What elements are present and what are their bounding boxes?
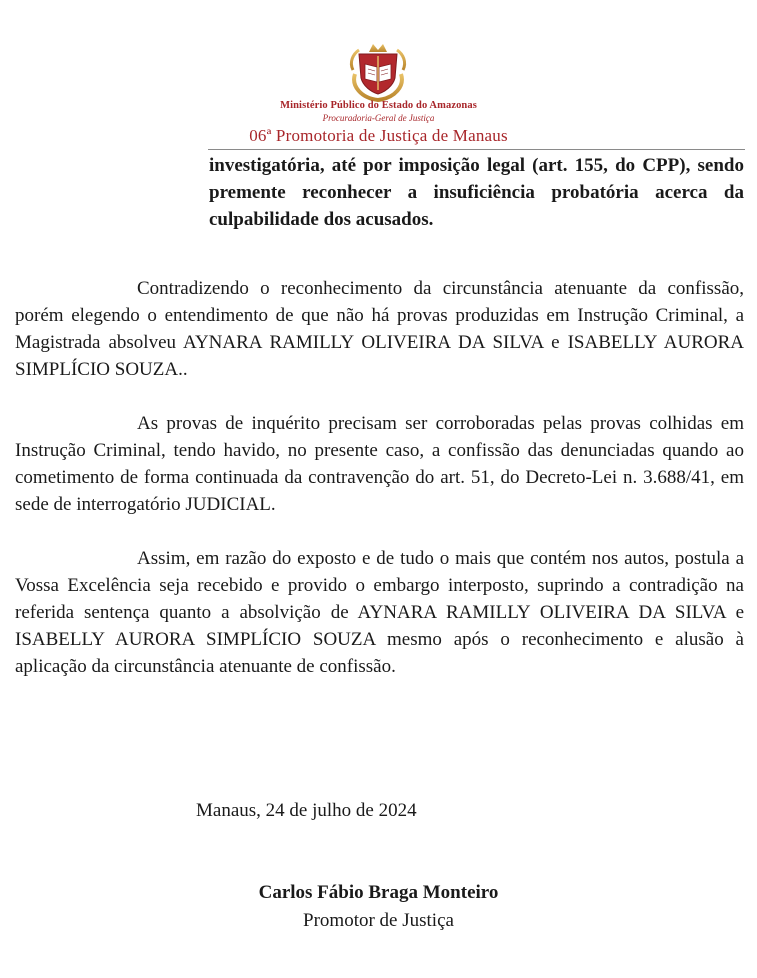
organization-name: Ministério Público do Estado do Amazonas [280,100,477,111]
body-paragraph-3: Assim, em razão do exposto e de tudo o mais que contém nos autos, postula a Vossa Excelência seja recebido e provido o embargo interposto, suprindo a contradição na referida sentença quanto a absolvição de AYNARA RAMILLY OLIVEIRA DA SILVA e ISABELLY AURORA SIMPLÍCIO SOUZA mesmo após o reconhecimento e alusão à aplicação da circunstância atenuante de confissão. [15,548,744,677]
body-paragraph-1: Contradizendo o reconhecimento da circunstância atenuante da confissão, porém elegendo o entendimento de que não há provas produzidas em Instrução Criminal, a Magistrada absolveu AYNARA RAMILLY OLIVEIRA DA SILVA e ISABELLY AURORA SIMPLÍCIO SOUZA.. [15,278,744,380]
header-divider [208,149,745,150]
signer-name: Carlos Fábio Braga Monteiro [258,882,499,903]
signer-role: Promotor de Justiça [303,910,454,931]
letterhead [0,0,757,150]
continuation-paragraph: investigatória, até por imposição legal (art. 155, do CPP), sendo premente reconhecer a insuficiência probatória acerca da culpabilidade dos acusados. [209,155,744,230]
ministerio-publico-emblem-icon [345,40,411,102]
unit-name: 06ª Promotoria de Justiça de Manaus [249,126,508,145]
body-paragraph-2: As provas de inquérito precisam ser corroboradas pelas provas colhidas em Instrução Criminal, tendo havido, no presente caso, a confissão das denunciadas quando ao cometimento de forma continuada da contravenção do art. 51, do Decreto-Lei n. 3.688/41, em sede de interrogatório JUDICIAL. [15,413,744,515]
suborganization-name: Procuradoria-Geral de Justiça [322,113,435,123]
place-date: Manaus, 24 de julho de 2024 [196,800,417,821]
